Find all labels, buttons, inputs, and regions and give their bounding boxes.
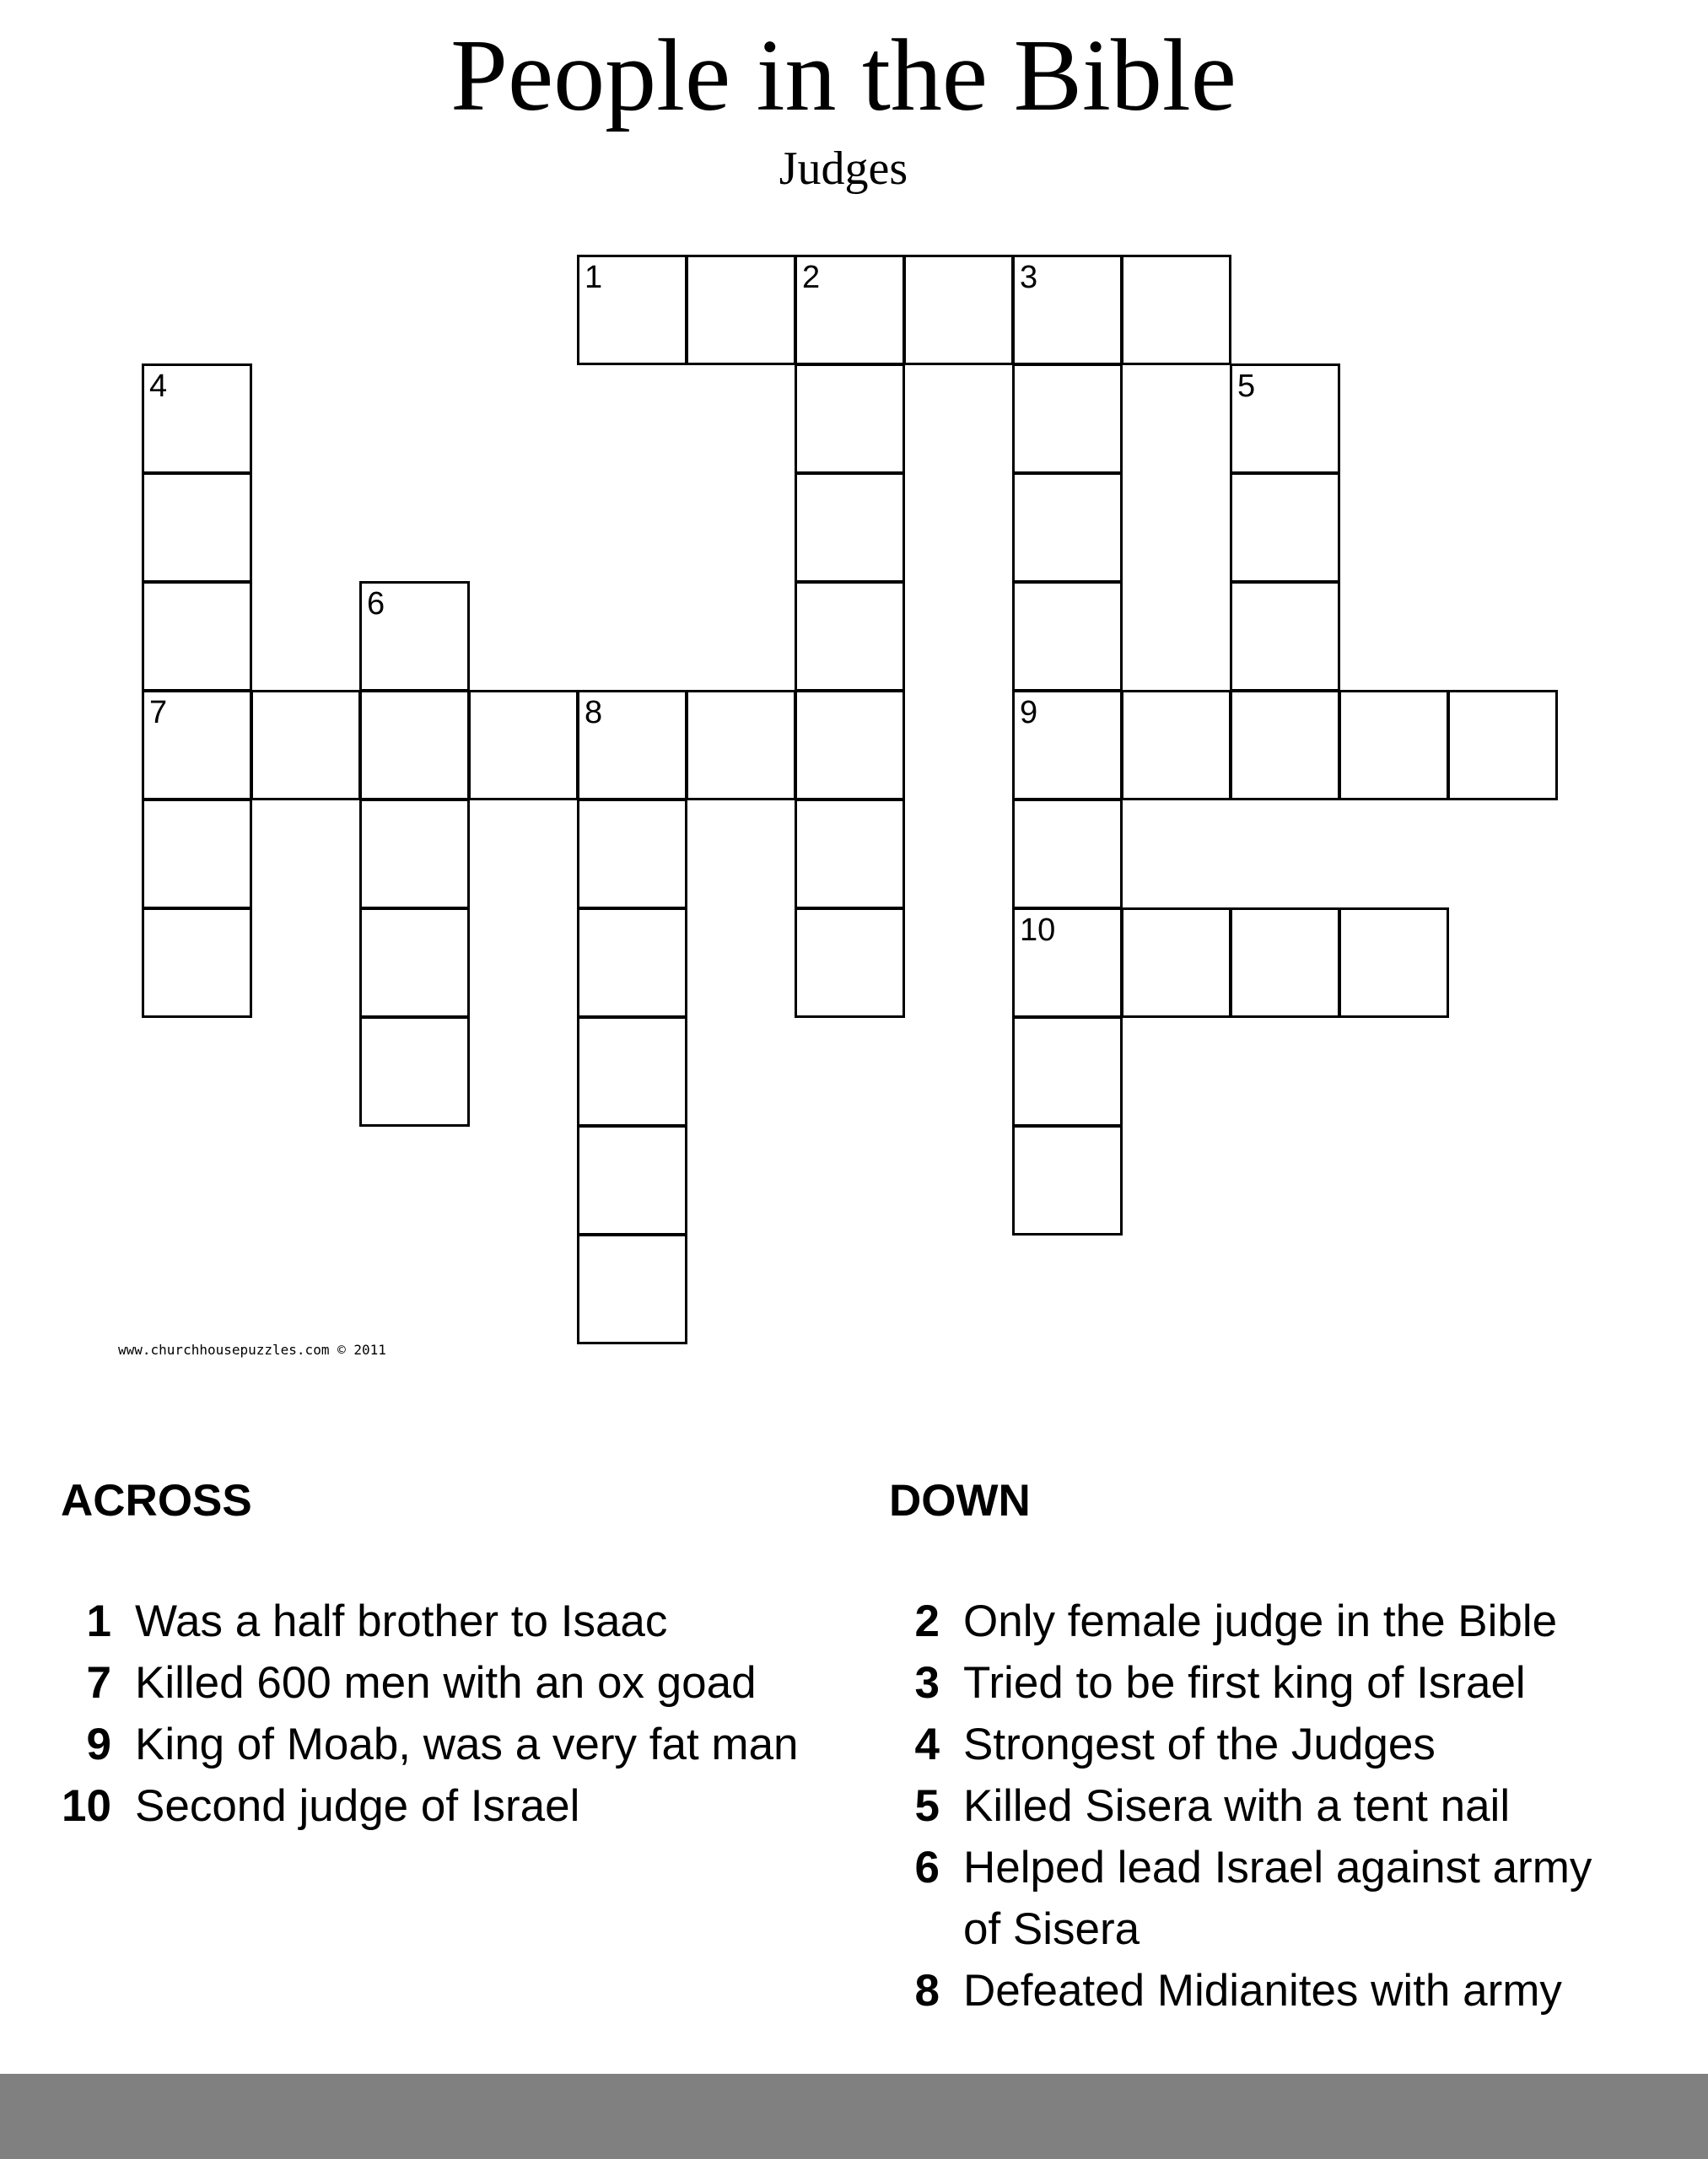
crossword-cell[interactable] xyxy=(1012,255,1123,365)
crossword-cell[interactable] xyxy=(1012,1125,1123,1236)
crossword-cell[interactable] xyxy=(142,472,252,583)
crossword-cell[interactable] xyxy=(1230,907,1340,1018)
crossword-cell[interactable] xyxy=(1012,472,1123,583)
across-clue-list xyxy=(61,1591,820,1837)
crossword-cell[interactable] xyxy=(1012,581,1123,692)
crossword-cell[interactable] xyxy=(795,799,905,909)
crossword-cell[interactable] xyxy=(1339,690,1449,800)
crossword-cell[interactable] xyxy=(1230,690,1340,800)
clue-text: Defeated Midianites with army xyxy=(963,1966,1562,2016)
cell-number: 10 xyxy=(1020,913,1056,948)
crossword-cell[interactable] xyxy=(142,799,252,909)
clue-text: Only female judge in the Bible xyxy=(963,1596,1558,1646)
crossword-cell[interactable] xyxy=(577,690,687,800)
clue-item xyxy=(61,1591,820,1652)
across-heading: ACROSS xyxy=(61,1476,252,1526)
crossword-cell[interactable] xyxy=(359,1016,470,1127)
crossword-cell[interactable] xyxy=(1121,255,1231,365)
crossword-cell[interactable] xyxy=(577,1125,687,1236)
crossword-cell[interactable] xyxy=(142,907,252,1018)
crossword-cell[interactable] xyxy=(1339,907,1449,1018)
crossword-cell[interactable] xyxy=(1230,363,1340,474)
cell-number: 1 xyxy=(585,260,603,295)
cell-number: 2 xyxy=(802,260,821,295)
crossword-cell[interactable] xyxy=(359,907,470,1018)
cell-number: 3 xyxy=(1020,260,1038,295)
crossword-cell[interactable] xyxy=(1012,363,1123,474)
page-subtitle: Judges xyxy=(779,143,908,195)
crossword-cell[interactable] xyxy=(577,1234,687,1344)
crossword-cell[interactable] xyxy=(1230,581,1340,692)
crossword-cell[interactable] xyxy=(359,799,470,909)
clue-item xyxy=(889,1591,1598,1652)
crossword-cell[interactable] xyxy=(577,907,687,1018)
crossword-cell[interactable] xyxy=(1121,690,1231,800)
crossword-cell[interactable] xyxy=(795,690,905,800)
clue-number: 8 xyxy=(914,1966,940,2016)
cell-number: 6 xyxy=(367,586,385,622)
clue-text: King of Moab, was a very fat man xyxy=(135,1720,799,1769)
clue-item xyxy=(61,1652,820,1714)
clue-number: 7 xyxy=(86,1658,111,1708)
clue-text: Strongest of the Judges xyxy=(963,1720,1436,1769)
clue-number: 3 xyxy=(914,1658,940,1708)
crossword-cell[interactable] xyxy=(903,255,1014,365)
crossword-cell[interactable] xyxy=(142,363,252,474)
clue-item xyxy=(61,1714,820,1775)
clue-number: 1 xyxy=(86,1596,111,1646)
crossword-cell[interactable] xyxy=(359,581,470,692)
crossword-cell[interactable] xyxy=(795,363,905,474)
crossword-cell[interactable] xyxy=(686,255,796,365)
clue-number: 4 xyxy=(914,1720,940,1769)
clue-number: 10 xyxy=(62,1781,111,1831)
clue-number: 5 xyxy=(914,1781,940,1831)
crossword-cell[interactable] xyxy=(1012,799,1123,909)
cell-number: 5 xyxy=(1237,369,1256,404)
crossword-cell[interactable] xyxy=(686,690,796,800)
clue-text: Killed Sisera with a tent nail xyxy=(963,1781,1511,1831)
clue-text: Second judge of Israel xyxy=(135,1781,580,1831)
clue-number: 9 xyxy=(86,1720,111,1769)
clue-item xyxy=(889,1837,1598,1960)
clue-item xyxy=(61,1775,820,1837)
crossword-cell[interactable] xyxy=(251,690,361,800)
crossword-cell[interactable] xyxy=(1121,907,1231,1018)
crossword-cell[interactable] xyxy=(795,581,905,692)
crossword-cell[interactable] xyxy=(468,690,579,800)
crossword-cell[interactable] xyxy=(142,581,252,692)
crossword-cell[interactable] xyxy=(1447,690,1558,800)
clue-item xyxy=(889,1775,1598,1837)
crossword-cell[interactable] xyxy=(795,472,905,583)
clue-item xyxy=(889,1960,1598,2022)
clue-item xyxy=(889,1714,1598,1775)
crossword-cell[interactable] xyxy=(577,1016,687,1127)
clue-item xyxy=(889,1652,1598,1714)
crossword-cell[interactable] xyxy=(142,690,252,800)
copyright-credit: www.churchhousepuzzles.com © 2011 xyxy=(118,1342,386,1358)
cell-number: 9 xyxy=(1020,695,1038,730)
cell-number: 7 xyxy=(149,695,168,730)
clue-text: Was a half brother to Isaac xyxy=(135,1596,668,1646)
clue-text: Tried to be first king of Israel xyxy=(963,1658,1526,1708)
crossword-cell[interactable] xyxy=(1230,472,1340,583)
crossword-cell[interactable] xyxy=(795,255,905,365)
down-heading: DOWN xyxy=(889,1476,1031,1526)
crossword-cell[interactable] xyxy=(1012,907,1123,1018)
down-clue-list xyxy=(889,1591,1598,2022)
bottom-bar xyxy=(0,2074,1708,2159)
crossword-cell[interactable] xyxy=(359,690,470,800)
crossword-cell[interactable] xyxy=(577,799,687,909)
cell-number: 4 xyxy=(149,369,168,404)
crossword-cell[interactable] xyxy=(795,907,905,1018)
clue-number: 6 xyxy=(914,1843,940,1892)
crossword-cell[interactable] xyxy=(1012,1016,1123,1127)
cell-number: 8 xyxy=(585,695,603,730)
clue-text: Helped lead Israel against army of Sisera xyxy=(963,1843,1592,1954)
page-title: People in the Bible xyxy=(450,19,1237,132)
crossword-cell[interactable] xyxy=(577,255,687,365)
clue-number: 2 xyxy=(914,1596,940,1646)
clue-text: Killed 600 men with an ox goad xyxy=(135,1658,757,1708)
crossword-cell[interactable] xyxy=(1012,690,1123,800)
